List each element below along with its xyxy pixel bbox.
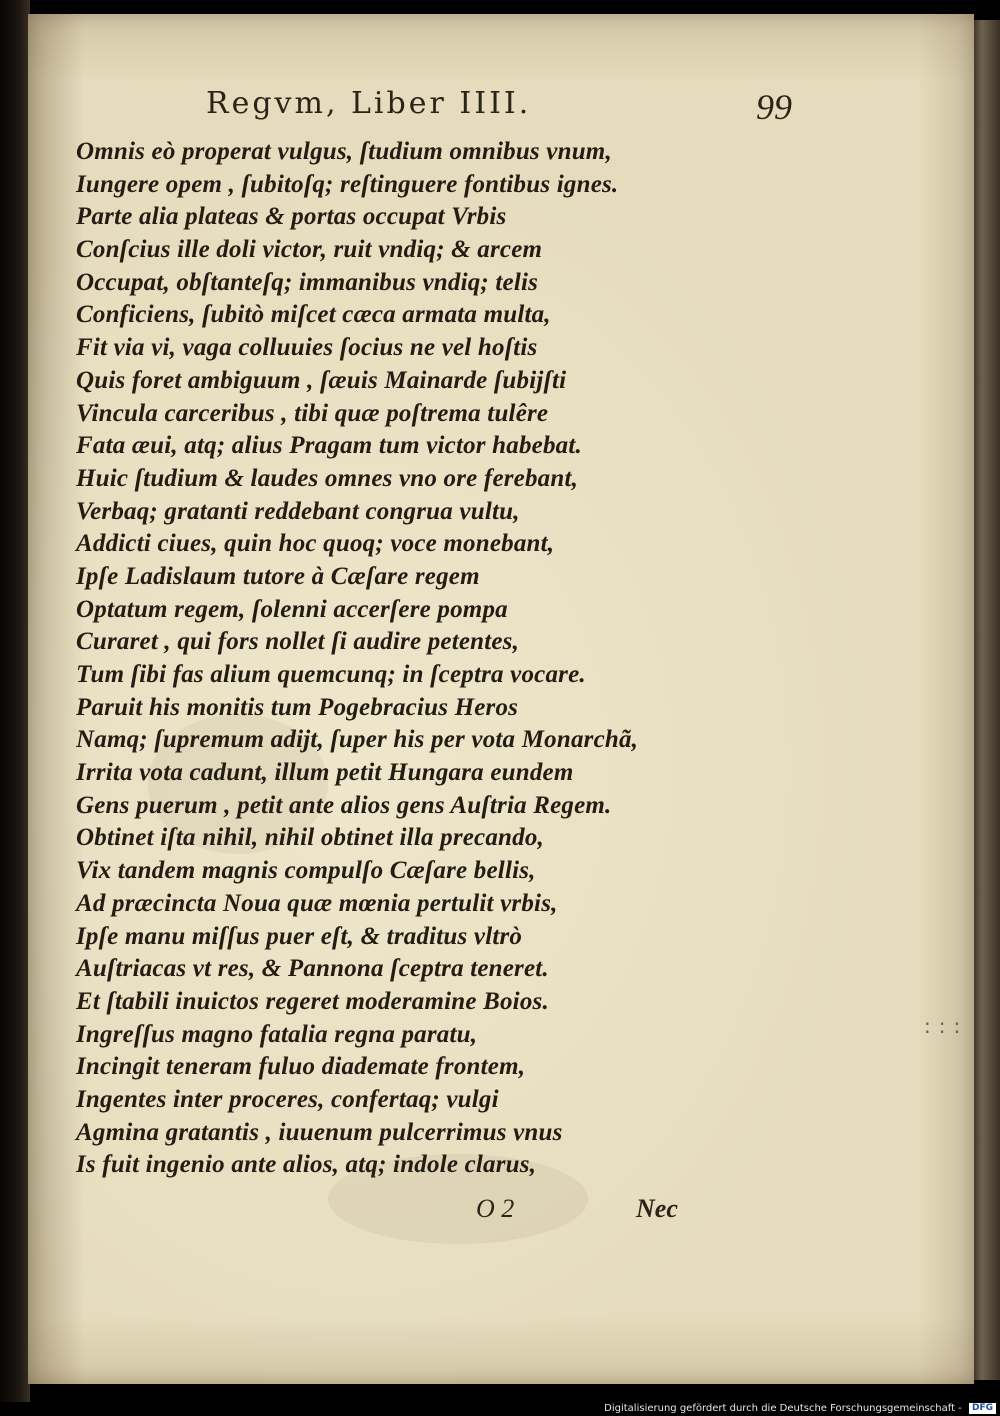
verse-line: Vix tandem magnis compulſo Cæſare bellis, bbox=[76, 857, 536, 885]
verse-line: Paruit his monitis tum Pogebracius Heros bbox=[76, 693, 519, 721]
running-title: Regvm, Liber IIII. bbox=[206, 86, 532, 121]
verse-line: Fata æui, atq; alius Pragam tum victor habebat. bbox=[76, 432, 582, 460]
digitization-credit bbox=[604, 1402, 996, 1416]
verse-line: Et ſtabili inuictos regeret moderamine Boios. bbox=[76, 987, 549, 1015]
verse-line: Addicti ciues, quin hoc quoq; voce monebant, bbox=[76, 530, 555, 558]
verse-line: Ipſe manu miſſus puer eſt, & traditus vltrò bbox=[76, 922, 523, 950]
verse-line: Quis foret ambiguum , ſæuis Mainarde ſubijſti bbox=[76, 366, 567, 394]
verse-line: Parte alia plateas & portas occupat Vrbis bbox=[76, 203, 507, 231]
verse-line: Irrita vota cadunt, illum petit Hungara eundem bbox=[76, 759, 574, 787]
binding-stitch-marks: ::: bbox=[924, 1014, 969, 1038]
verse-line: Conficiens, ſubitò miſcet cæca armata multa, bbox=[76, 301, 551, 329]
verse-line: Tum ſibi fas alium quemcunq; in ſceptra vocare. bbox=[76, 661, 586, 688]
running-head bbox=[76, 76, 936, 136]
verse-line: Is fuit ingenio ante alios, atq; indole clarus, bbox=[76, 1151, 537, 1179]
page-number: 99 bbox=[756, 87, 792, 127]
verse-line: Auſtriacas vt res, & Pannona ſceptra teneret. bbox=[76, 955, 549, 983]
verse-line: Omnis eò properat vulgus, ſtudium omnibus vnum, bbox=[76, 138, 612, 165]
verse-line: Verbaq; gratanti reddebant congrua vultu, bbox=[76, 497, 520, 525]
verse-line: Ipſe Ladislaum tutore à Cæſare regem bbox=[76, 562, 480, 590]
signature-mark: O 2 bbox=[476, 1194, 515, 1223]
verse-line: Iungere opem , ſubitoſq; reſtinguere fontibus ignes. bbox=[76, 170, 619, 198]
verse-line: Huic ſtudium & laudes omnes vno ore ferebant, bbox=[76, 464, 579, 492]
credit-bar bbox=[0, 1402, 1000, 1416]
catchword: Nec bbox=[636, 1194, 678, 1223]
verse-line: Ingreſſus magno fatalia regna paratu, bbox=[76, 1020, 478, 1048]
book-page bbox=[28, 14, 974, 1384]
verse-line: Obtinet iſta nihil, nihil obtinet illa precando, bbox=[76, 824, 544, 852]
verse-line: Namq; ſupremum adijt, ſuper his per vota Monarchã, bbox=[76, 726, 639, 754]
credit-text: Digitalisierung gefördert durch die Deutsche Forschungsgemeinschaft - bbox=[604, 1403, 962, 1414]
adjacent-page-edge bbox=[970, 20, 1000, 1380]
dfg-logo: DFG bbox=[969, 1403, 996, 1414]
verse-line: Curaret , qui fors nollet ſi audire petentes, bbox=[76, 628, 520, 656]
verse-line: Gens puerum , petit ante alios gens Auſtria Regem. bbox=[76, 791, 612, 819]
verse-line: Ad præcincta Noua quæ mœnia pertulit vrbis, bbox=[76, 889, 558, 917]
page-footer bbox=[76, 1186, 936, 1236]
verse-line: Conſcius ille doli victor, ruit vndiq; & arcem bbox=[76, 236, 543, 264]
verse-line: Occupat, obſtanteſq; immanibus vndiq; telis bbox=[76, 268, 539, 296]
verse-line: Vincula carceribus , tibi quæ poſtrema tulêre bbox=[76, 399, 549, 427]
text-block bbox=[76, 76, 936, 1236]
scanner-bed-edge bbox=[0, 0, 30, 1416]
verse-line: Fit via vi, vaga colluuies ſocius ne vel hoſtis bbox=[76, 334, 538, 362]
verse-line: Ingentes inter proceres, confertaq; vulgi bbox=[76, 1085, 499, 1113]
verse-line: Agmina gratantis , iuuenum pulcerrimus vnus bbox=[76, 1118, 563, 1146]
verse-line: Incingit teneram fuluo diademate frontem, bbox=[76, 1053, 526, 1081]
verse-list bbox=[76, 136, 936, 1182]
verse-line: Optatum regem, ſolenni accerſere pompa bbox=[76, 595, 508, 623]
